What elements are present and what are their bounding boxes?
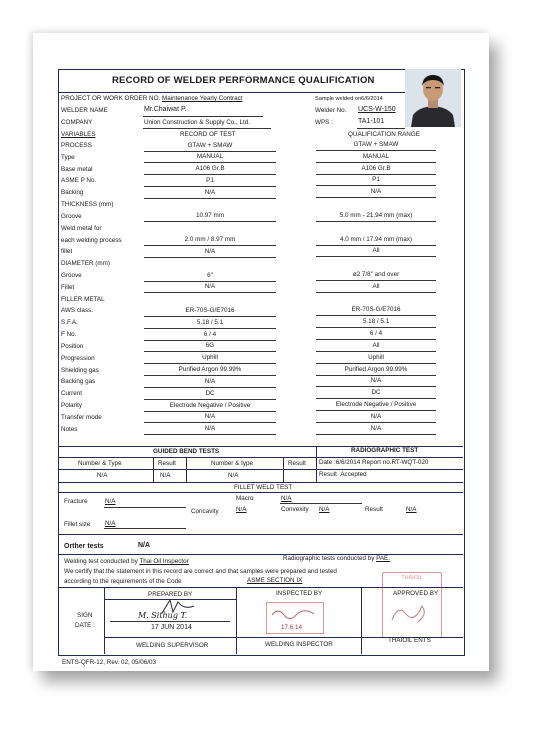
radio-result-value: Accepted — [340, 471, 367, 478]
row-record-underline — [144, 198, 276, 199]
row-record-underline — [144, 422, 276, 423]
approved-signature — [388, 600, 432, 631]
row-range-underline — [316, 339, 436, 340]
row-record-value: N/A — [204, 283, 216, 291]
row-range-underline — [316, 162, 436, 163]
inspected-date: 17.6.14 — [281, 624, 303, 631]
row-range-value: N/A — [370, 188, 382, 196]
row-range-value: Purified Argon 99.99% — [344, 365, 408, 373]
row-label: F No. — [61, 331, 77, 339]
prepared-name: M. Sithug T. — [138, 611, 188, 620]
row-record-value: 6G — [205, 342, 215, 350]
row-range-value: N/A — [370, 412, 382, 420]
title-divider — [58, 92, 405, 93]
row-range-value: ER-70S-G/E7016 — [351, 306, 401, 314]
row-record-underline — [144, 316, 276, 317]
row-label: Type — [61, 153, 75, 161]
bend-title: GUIDED BEND TESTS — [153, 448, 220, 455]
variables-header: VARIABLES — [61, 131, 96, 138]
row-record-value: N/A — [204, 377, 216, 385]
welder-no-value: UCS-W-150 — [358, 106, 396, 113]
code-value: ASME SECTION IX — [247, 577, 303, 584]
row-record-value: Uphill — [202, 354, 218, 362]
row-record-underline — [144, 399, 276, 400]
radio-conducted-value: PAE. — [376, 555, 391, 562]
bend-result-header: Result — [158, 460, 176, 467]
row-record-value: N/A — [204, 425, 216, 433]
welder-name-value: Mr.Chaiwat P. — [144, 106, 187, 113]
row-record-value: N/A — [204, 188, 216, 196]
sign-label: SIGN — [77, 612, 93, 619]
row-range-underline — [316, 292, 436, 293]
fillet-size-value: N/A — [105, 520, 116, 527]
row-label: Fillet — [61, 283, 75, 291]
certify-line-2: according to the requirements of the Code — [64, 578, 182, 585]
row-range-value: 4.0 mm / 17.94 mm (max) — [339, 235, 413, 243]
welding-test-value: Thai Oil Inspector — [139, 558, 189, 565]
row-range-value: All — [372, 247, 380, 255]
row-label: Position — [61, 342, 84, 350]
project-label: PROJECT OR WORK ORDER NO. — [61, 95, 161, 102]
fracture-label: Fracture — [64, 498, 88, 505]
row-range-value: All — [372, 282, 380, 290]
thaioil-label: THAIOIL ENTS — [388, 637, 431, 644]
footer-code: ENTS-QFR-12, Rev. 02, 05/06/03 — [62, 659, 157, 666]
row-label: Shielding gas — [61, 366, 99, 374]
radio-conducted-label: Radiographic tests conducted by — [283, 555, 375, 562]
row-range-underline — [316, 245, 436, 246]
row-range-underline — [316, 150, 436, 151]
row-record-underline — [144, 257, 276, 258]
row-range-value: MANUAL — [362, 152, 390, 160]
wps-label: WPS : — [315, 119, 333, 126]
record-header: RECORD OF TEST — [180, 131, 236, 138]
row-record-value: 2.0 mm / 8.97 mm — [184, 236, 236, 244]
row-record-value: N/A — [204, 413, 216, 421]
bend-number-type-header: Number & Type — [78, 460, 122, 467]
row-label: Current — [61, 390, 82, 398]
bend-value-3: N/A — [228, 472, 239, 479]
project-value: Maintenance Yearly Contract — [162, 95, 243, 102]
row-record-underline — [144, 162, 276, 163]
row-range-underline — [316, 375, 436, 376]
row-label: FILLER METAL — [61, 295, 105, 303]
row-record-value: MANUAL — [196, 153, 224, 161]
row-range-value: ø2 7/8" and over — [352, 271, 400, 279]
row-range-value: All — [372, 341, 380, 349]
welder-photo — [405, 69, 461, 127]
row-label: PROCESS — [61, 142, 92, 149]
welding-supervisor-label: WELDING SUPERVISOR — [136, 642, 209, 649]
row-record-underline — [144, 375, 276, 376]
row-range-value: A106 Gr.B — [361, 164, 391, 172]
inspected-by-label: INSPECTED BY — [276, 590, 323, 597]
prepared-date: 17 JUN 2014 — [151, 624, 192, 631]
bend-value-1: N/A — [97, 472, 108, 479]
row-record-value: A106 Gr.B — [195, 165, 225, 173]
row-label: Base metal — [61, 165, 93, 173]
row-range-underline — [316, 256, 436, 257]
row-record-underline — [144, 328, 276, 329]
row-label: ASME P No. — [61, 177, 97, 185]
row-range-underline — [316, 351, 436, 352]
row-range-underline — [316, 174, 436, 175]
row-record-underline — [144, 151, 276, 152]
row-record-underline — [144, 351, 276, 352]
row-label: Transfer mode — [61, 413, 102, 421]
row-record-underline — [144, 281, 276, 282]
row-range-value: P1 — [372, 176, 380, 184]
row-range-underline — [316, 386, 436, 387]
concavity-label: Concavity — [191, 508, 219, 515]
row-record-value: Purified Argon 99.99% — [178, 366, 242, 374]
row-record-value: 6" — [207, 271, 213, 279]
row-range-underline — [316, 434, 436, 435]
row-record-value: DC — [205, 389, 215, 397]
approval-stamp-text: THAIOIL — [401, 575, 423, 581]
row-range-underline — [316, 315, 436, 316]
row-record-underline — [144, 186, 276, 187]
fillet-result-label: Result — [365, 506, 383, 513]
row-record-value: P1 — [206, 176, 214, 184]
bend-value-2: N/A — [160, 472, 171, 479]
fillet-result-value: N/A — [406, 506, 417, 513]
row-range-underline — [316, 327, 436, 328]
row-range-value: N/A — [370, 377, 382, 385]
radio-date-report: Date :6/6/2014 Report no.RT-WQT-020 — [319, 459, 429, 466]
row-range-value: 6 / 4 — [369, 330, 383, 338]
welder-name-label: WELDER NAME — [61, 107, 108, 114]
fracture-value: N/A — [105, 498, 116, 505]
row-label: Groove — [61, 272, 82, 280]
fillet-size-label: Fillet size — [64, 521, 91, 528]
concavity-value: N/A — [236, 506, 247, 513]
row-record-underline — [144, 292, 276, 293]
macro-value: N/A — [281, 495, 292, 502]
row-record-underline — [144, 221, 276, 222]
row-range-value: Electrode Negative / Positive — [335, 401, 417, 409]
row-range-underline — [316, 197, 436, 198]
welding-inspector-label: WELDING INSPECTOR — [265, 641, 333, 648]
row-range-value: DC — [371, 389, 381, 397]
row-label: fillet — [61, 248, 73, 256]
other-tests-value: N/A — [138, 542, 151, 549]
row-record-underline — [144, 434, 276, 435]
other-tests-label: Orther tests — [64, 543, 104, 550]
row-record-underline — [144, 340, 276, 341]
row-record-value: N/A — [204, 247, 216, 255]
row-range-value: 5.0 mm - 21.94 mm (max) — [339, 211, 413, 219]
row-label: S.F.A. — [61, 319, 78, 327]
bend-number-type-header-2: Number & type — [211, 460, 253, 467]
row-range-underline — [316, 185, 436, 186]
row-label: Backing — [61, 189, 84, 197]
row-record-value: 5.18 / 5.1 — [196, 318, 224, 326]
row-record-underline — [144, 387, 276, 388]
row-record-value: ER-70S-G/E7016 — [185, 306, 235, 314]
row-label: DIAMETER (mm) — [61, 260, 110, 268]
row-record-value: 10.97 mm — [196, 212, 224, 220]
row-record-underline — [144, 363, 276, 364]
range-header: QUALIFICATION RANGE — [348, 131, 420, 138]
row-label: AWS class. — [61, 307, 93, 315]
row-range-underline — [316, 221, 436, 222]
row-range-underline — [316, 410, 436, 411]
row-range-underline — [316, 422, 436, 423]
row-record-underline — [144, 245, 276, 246]
row-label: Backing gas — [61, 378, 96, 386]
fillet-title: FILLET WELD TEST — [234, 484, 293, 491]
welding-test-label: Welding test conducted by — [64, 558, 138, 565]
date-label: DATE : — [75, 622, 95, 629]
form-title: RECORD OF WELDER PERFORMANCE QUALIFICATION — [112, 75, 375, 86]
certify-line-1: We certify that the statement in this record are correct and that samples were prepared and tested — [64, 568, 337, 575]
row-record-value: Electrode Negative / Positive — [169, 401, 251, 409]
welder-no-label: Welder No. — [315, 107, 347, 114]
row-range-value: GTAW + SMAW — [353, 141, 399, 148]
sample-welded: Sample welded on6/6/2014 — [315, 96, 383, 102]
wps-value: TA1-101 — [358, 118, 385, 125]
company-label: COMPANY — [61, 119, 93, 126]
row-range-underline — [316, 280, 436, 281]
row-range-value: Uphill — [368, 353, 384, 361]
row-range-underline — [316, 398, 436, 399]
row-range-value: N/A — [370, 424, 382, 432]
row-record-value: GTAW + SMAW — [187, 141, 233, 149]
row-record-value: 6 / 4 — [203, 330, 217, 338]
row-label: Groove — [61, 212, 82, 220]
company-value: Union Construction & Supply Co., Ltd. — [144, 119, 251, 126]
inspected-signature — [270, 605, 318, 626]
convexity-label: Convexity — [281, 506, 309, 513]
approved-by-label: APPROVED BY — [393, 590, 439, 597]
row-record-underline — [144, 174, 276, 175]
row-range-value: 5.18 / 5.1 — [362, 318, 390, 326]
radio-title: RADIOGRAPHIC TEST — [351, 447, 419, 454]
prepared-by-label: PREPARED BY — [148, 591, 193, 598]
bend-result-header-2: Result — [288, 460, 306, 467]
row-label: THICKNESS (mm) — [61, 201, 114, 209]
radio-result-label: Result — [319, 471, 337, 478]
row-label: each welding process — [61, 236, 122, 244]
row-label: Weld metal for — [61, 224, 102, 232]
convexity-value: N/A — [319, 506, 330, 513]
row-range-underline — [316, 363, 436, 364]
row-label: Notes — [61, 425, 78, 433]
macro-label: Macro — [236, 495, 254, 502]
row-label: Polarity — [61, 402, 82, 410]
row-record-underline — [144, 411, 276, 412]
row-label: Progression — [61, 354, 95, 362]
